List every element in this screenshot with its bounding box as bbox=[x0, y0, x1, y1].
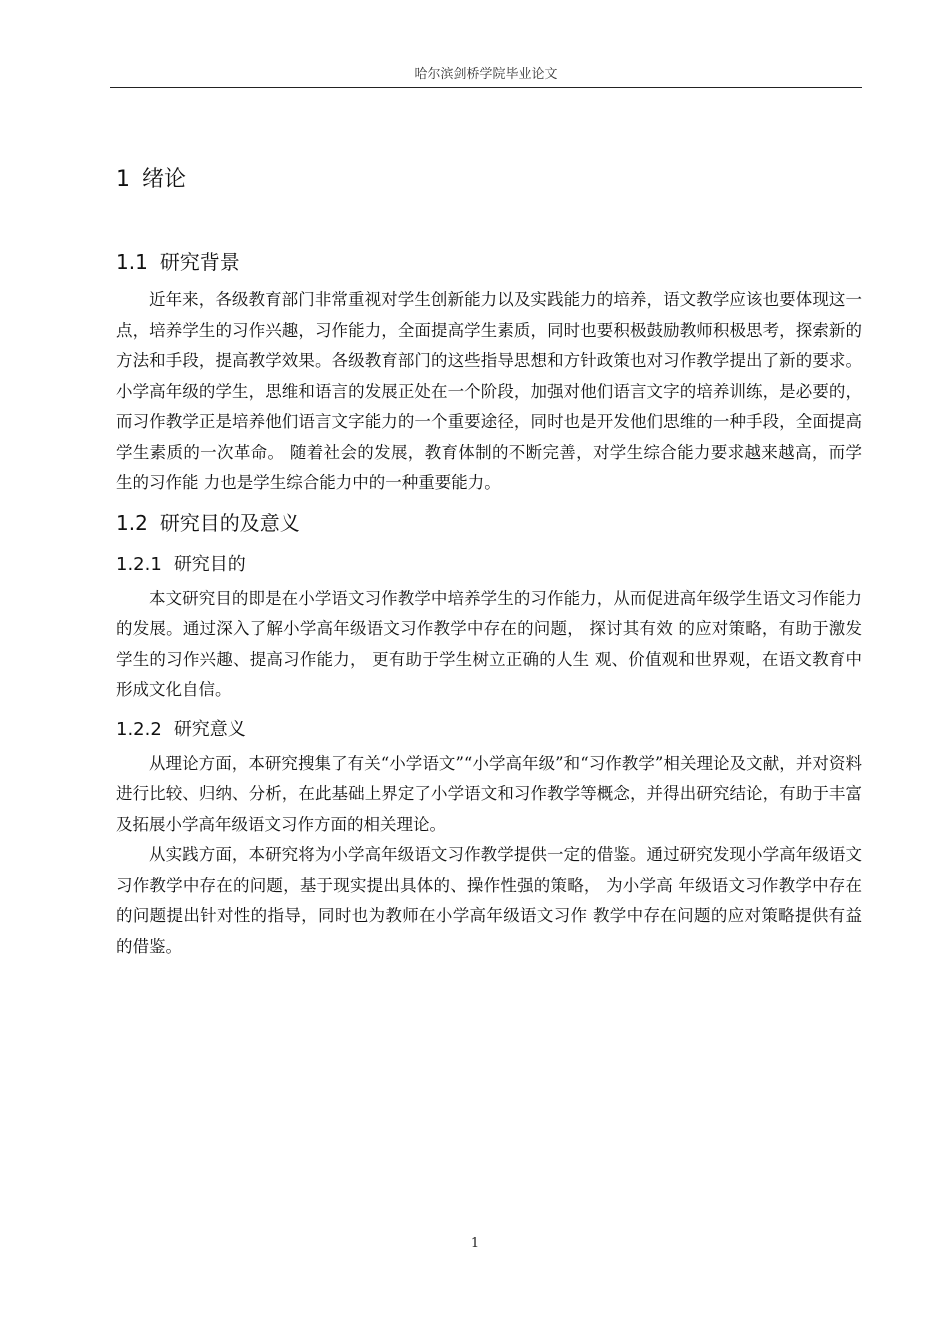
section-title: 研究背景 bbox=[159, 250, 240, 274]
subsection-title: 研究目的 bbox=[173, 553, 246, 575]
spacer bbox=[116, 202, 862, 244]
page-number: 1 bbox=[470, 1236, 480, 1251]
subsection-number: 1.2.1 bbox=[116, 553, 162, 575]
page-body bbox=[116, 158, 862, 962]
chapter-number: 1 bbox=[116, 167, 130, 192]
header-divider bbox=[110, 87, 862, 88]
significance-practice-paragraph: 从实践方面，本研究将为小学高年级语文习作教学提供一定的借鉴。通过研究发现小学高年级语文习作教学中存在的问题，基于现实提出具体的、操作性强的策略， 为小学高 年级语文习作教学中存在的问题提出针对性的指导，同时也为教师在小学高年级语文习作 教学中存在问题的应对策略提供有益的借鉴。 bbox=[116, 845, 862, 956]
chapter-heading bbox=[116, 158, 862, 202]
section-title: 研究目的及意义 bbox=[159, 510, 300, 535]
subsection-heading-purpose bbox=[116, 549, 862, 581]
running-header: 哈尔滨剑桥学院毕业论文 bbox=[414, 67, 558, 82]
section-number: 1.1 bbox=[116, 250, 148, 274]
subsection-title: 研究意义 bbox=[173, 718, 246, 740]
chapter-title: 绪论 bbox=[142, 167, 187, 192]
subsection-number: 1.2.2 bbox=[116, 718, 162, 740]
significance-theory-paragraph: 从理论方面，本研究搜集了有关“小学语文”“小学高年级”和“习作教学”相关理论及文献，并对资料进行比较、归纳、分析，在此基础上界定了小学语文和习作教学等概念，并得出研究结论，有助于丰富及拓展小学高年级语文习作方面的相关理论。 bbox=[116, 753, 862, 834]
purpose-paragraph: 本文研究目的即是在小学语文习作教学中培养学生的习作能力，从而促进高年级学生语文习作能力的发展。通过深入了解小学高年级语文习作教学中存在的问题， 探讨其有效 的应对策略，有助于激发学生的习作兴趣、提高习作能力， 更有助于学生树立正确的人生 观、价值观和世界观，在语文教育中形成文化自信。 bbox=[116, 588, 862, 699]
section-number: 1.2 bbox=[116, 510, 148, 535]
background-paragraph: 近年来，各级教育部门非常重视对学生创新能力以及实践能力的培养，语文教学应该也要体现这一点，培养学生的习作兴趣，习作能力，全面提高学生素质，同时也要积极鼓励教师积极思考，探索新的方法和手段，提高教学效果。各级教育部门的这些指导思想和方针政策也对习作教学提出了新的要求。小学高年级的学生，思维和语言的发展正处在一个阶段，加强对他们语言文字的培养训练，是必要的，而习作教学正是培养他们语言文字能力的一个重要途径，同时也是开发他们思维的一种手段，全面提高学生素质的一次革命。 随着社会的发展，教育体制的不断完善，对学生综合能力要求越来越高，而学生的习作能 力也是学生综合能力中的一种重要能力。 bbox=[116, 290, 862, 492]
section-heading-background bbox=[116, 244, 862, 280]
subsection-heading-significance bbox=[116, 714, 862, 746]
section-heading-purpose-significance bbox=[116, 505, 862, 541]
